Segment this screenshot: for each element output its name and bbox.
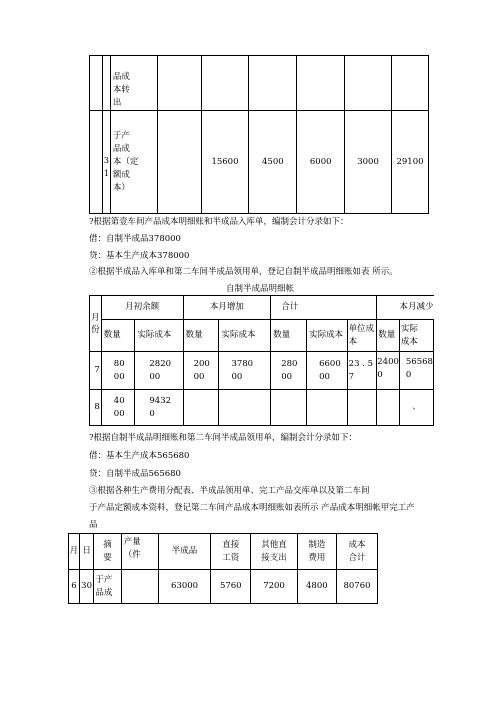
cell-line: 2820 <box>149 358 172 369</box>
subheader-actual-cost: 实际成本 <box>219 320 271 352</box>
label-line: 于产 <box>112 130 130 141</box>
label-line: 品成 <box>112 72 130 82</box>
subheader-actual-cost-text: 实际成本 <box>400 323 418 347</box>
header-total: 合计 <box>271 296 377 320</box>
cell-value <box>307 352 348 390</box>
cell-value <box>135 390 183 426</box>
journal-credit-entry: 贷：自制半成品565680 <box>89 469 181 479</box>
header-line: 接支出 <box>261 552 287 563</box>
subheader-actual-cost <box>399 320 433 352</box>
row-label-product-cost <box>110 111 157 214</box>
paragraph: ②根据半成品入库单和第二车间半成品领用单，登记自制半成品明细账如表 所示。 <box>89 267 398 277</box>
table-row <box>90 352 434 390</box>
table-row <box>90 56 429 111</box>
subheader-actual-cost: 实际成本 <box>135 320 183 352</box>
label-line: 额成 <box>112 169 130 180</box>
cell-value: 63000 <box>158 570 210 604</box>
header-other-direct <box>251 534 297 570</box>
cell-value: 29100 <box>391 111 428 214</box>
journal-credit-entry: 贷：基本生产成本378000 <box>89 251 190 261</box>
cell-line: 00 <box>281 371 293 382</box>
header-direct-labor <box>211 534 251 570</box>
cell-line: 00 <box>113 408 125 419</box>
table-title: 自制半成品明细帐 <box>226 284 295 294</box>
header-line: 要 <box>103 552 112 563</box>
header-line: 直接 <box>222 539 240 550</box>
cell-value: 4800 <box>297 570 336 604</box>
row-month: 7 <box>90 352 102 390</box>
paragraph: 品 <box>89 520 98 530</box>
paragraph: ?根据自制半成品明细账和第二车间半成品领用单，编制会计分录如下： <box>89 433 358 443</box>
header-line: 制造 <box>308 539 326 550</box>
label-line: 出 <box>112 98 122 108</box>
row-month: 8 <box>90 390 102 426</box>
date-line: 3 <box>103 156 109 165</box>
cell-value: 4500 <box>249 111 297 214</box>
subheader-qty: 数量 <box>183 320 219 352</box>
cell-value <box>219 352 271 390</box>
table-row <box>90 111 429 214</box>
label-line: 本） <box>112 182 130 193</box>
header-semi-finished: 半成品 <box>158 534 210 570</box>
paragraph: 于产品定额成本资料，登记第二车间产品成本明细账如表所示 产品成本明细帐甲完工产 <box>89 503 415 513</box>
cell-line: 23 . 5 <box>348 358 373 369</box>
header-line: 成本 <box>348 539 366 550</box>
cell-value <box>377 352 400 390</box>
header-line: 合计 <box>348 552 366 563</box>
cell-value <box>271 352 307 390</box>
header-line: 摘 <box>103 539 112 550</box>
cell-value <box>101 390 135 426</box>
header-current-increase: 本月增加 <box>183 296 271 320</box>
row-month: 6 <box>69 570 80 604</box>
header-summary <box>94 534 121 570</box>
cell-line: 00 <box>113 371 125 382</box>
cell-value: 7200 <box>251 570 297 604</box>
cell-line: 6600 <box>319 358 341 369</box>
cell-value <box>101 352 135 390</box>
cell-line: 0 <box>377 370 383 380</box>
header-overhead <box>297 534 336 570</box>
header-total-cost <box>337 534 378 570</box>
summary-line: 品成 <box>95 587 113 598</box>
cell-value <box>399 352 433 390</box>
month-header <box>90 296 102 352</box>
cell-line: 9432 <box>149 395 172 406</box>
cell-line: 7 <box>348 371 355 382</box>
label-line: 本（定 <box>112 156 139 167</box>
cell-line: 00 <box>193 371 205 382</box>
header-line: 费用 <box>308 552 326 563</box>
row-date <box>102 111 110 214</box>
cell-value: 5760 <box>211 570 251 604</box>
table-row <box>90 390 434 426</box>
product-cost-table-continued <box>89 55 429 214</box>
header-month: 月 <box>69 534 80 570</box>
subheader-unit-cost <box>347 320 377 352</box>
header-line: 工资 <box>222 552 240 563</box>
header-quantity <box>121 534 158 570</box>
subheader-unit-cost-text: 单位成本 <box>348 323 375 347</box>
product-cost-ledger-table <box>68 533 378 604</box>
header-line: 其他直 <box>261 539 287 550</box>
cell-line: 00 <box>149 371 161 382</box>
cell-mark: 、 <box>399 390 433 426</box>
paragraph: ?根据第壹车间产品成本明细账和半成品入库单，编制会计分录如下： <box>89 217 349 227</box>
header-line: （件 <box>123 550 141 560</box>
cell-value <box>347 352 377 390</box>
month-header-text: 月份 <box>91 312 100 335</box>
paragraph: ③根据各种生产费用分配表、半成品领用单、完工产品交库单以及第二车间 <box>89 486 370 496</box>
cell-line: 0 <box>149 408 155 419</box>
journal-debit-entry: 借：基本生产成本565680 <box>89 451 190 461</box>
date-line: 1 <box>103 169 109 178</box>
header-opening-balance: 月初余额 <box>101 296 183 320</box>
table-header-row <box>69 534 378 570</box>
row-day: 30 <box>79 570 94 604</box>
header-current-decrease: 本月减少 <box>377 296 434 320</box>
subheader-actual-cost: 实际成本 <box>307 320 348 352</box>
table-row <box>69 570 378 604</box>
table-header-row <box>90 296 434 320</box>
cell-value: 15600 <box>201 111 249 214</box>
cell-value: 6000 <box>297 111 345 214</box>
label-line: 品成 <box>112 143 130 154</box>
cell-line: 40 <box>113 395 125 406</box>
header-line: 产量 <box>123 537 141 547</box>
subheader-qty: 数量 <box>271 320 307 352</box>
cell-value: 3000 <box>345 111 392 214</box>
header-day: 日 <box>79 534 94 570</box>
cell-line: 2400 <box>377 357 399 367</box>
cell-line: 0 <box>405 370 412 380</box>
journal-debit-entry: 借：自制半成品378000 <box>89 234 181 244</box>
cell-line: 80 <box>113 358 125 369</box>
cell-line: 200 <box>193 358 210 369</box>
subheader-qty: 数量 <box>101 320 135 352</box>
cell-line: 56568 <box>405 357 433 367</box>
cell-line: 280 <box>281 358 298 369</box>
cell-line: 3780 <box>231 358 254 369</box>
row-label-cost-transfer <box>110 56 157 111</box>
semi-finished-goods-ledger-table <box>89 295 434 426</box>
summary-line: 于产 <box>95 574 113 585</box>
cell-value: 80760 <box>337 570 378 604</box>
subheader-qty: 数量 <box>377 320 400 352</box>
cell-value <box>135 352 183 390</box>
label-line: 本转 <box>112 85 130 95</box>
table-subheader-row <box>90 320 434 352</box>
cell-line: 00 <box>319 371 330 382</box>
cell-value <box>183 352 219 390</box>
cell-line: 00 <box>231 371 243 382</box>
row-summary <box>94 570 121 604</box>
